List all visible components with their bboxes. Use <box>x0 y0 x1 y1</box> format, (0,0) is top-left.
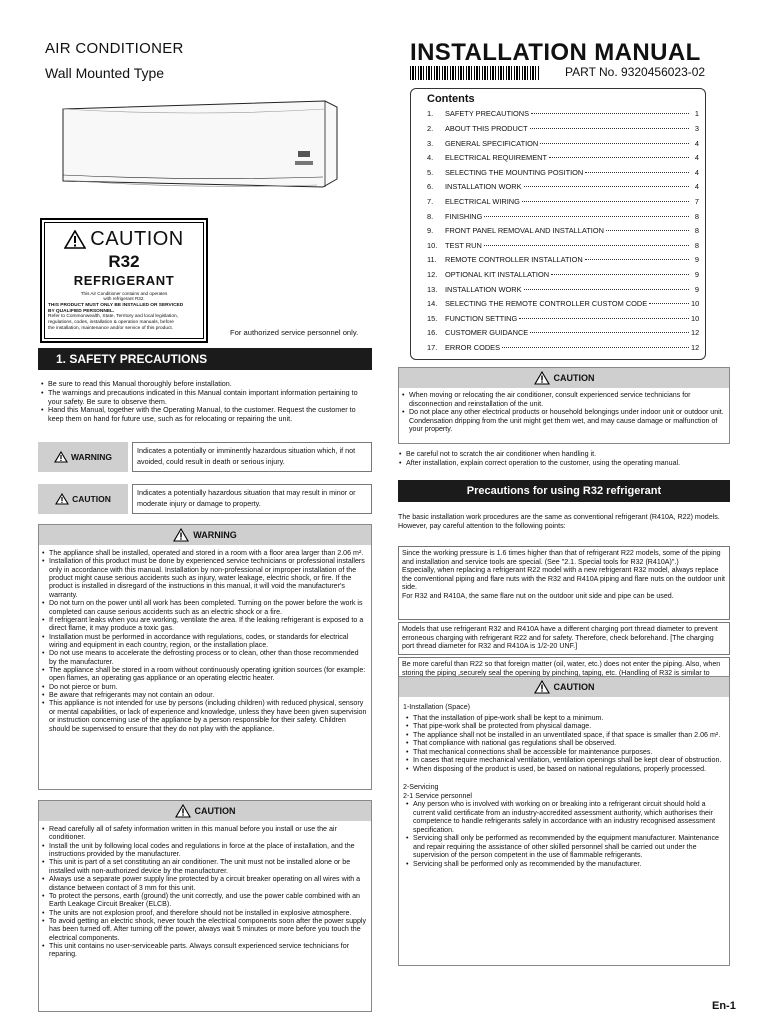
contents-item-number: 6. <box>427 182 434 192</box>
warning-triangle-icon <box>534 371 550 385</box>
r32-section-title: Precautions for using R32 refrigerant <box>466 485 662 497</box>
caution-list <box>39 821 371 959</box>
list-item: • After installation, explain correct operation to the customer, using the operating manual. <box>398 459 730 468</box>
label-line: This Air Conditioner contains and operates <box>80 290 168 296</box>
r32-note-box <box>398 546 730 620</box>
contents-leader-dots <box>540 143 689 144</box>
contents-item[interactable] <box>427 343 699 358</box>
contents-item-page: 10 <box>691 313 700 323</box>
contents-item-number: 8. <box>427 211 434 221</box>
caution-box-title: CAUTION <box>553 681 595 692</box>
refrigerant-heading: REFRIGERANT <box>73 273 175 289</box>
r32-note-text: Especially, when replacing a refrigerant R22 model with a new refrigerant R32 model, always replace the conventional piping and flare nuts with the R32 and R410A piping and flare nuts on the outdoor unit side. <box>402 566 725 591</box>
list-item: • Any person who is involved with working on or breaking into a refrigerant circuit should hold a current valid certificate from an industry-accredited assessment authority, which authorises their competence to handle refrigerants safely in accordance with an industry recognised assessment specification. <box>405 800 725 834</box>
contents-item-title: SELECTING THE MOUNTING POSITION <box>445 167 584 177</box>
product-type: Wall Mounted Type <box>45 65 165 81</box>
warning-box <box>38 524 372 790</box>
list-item: • Do not pierce or burn. <box>41 683 367 691</box>
list-item: • The warnings and precautions indicated in this Manual contain important information pertaining to your safety. Be sure to observe them. <box>40 389 368 407</box>
warning-triangle-icon <box>173 528 189 542</box>
contents-list <box>427 109 699 357</box>
contents-leader-dots <box>524 289 689 290</box>
list-item: • In cases that require mechanical ventilation, ventilation openings shall be kept clear of obstruction. <box>405 756 725 765</box>
contents-item-number: 17. <box>427 342 438 352</box>
r32-note-text: Since the working pressure is 1.6 times higher than that of refrigerant R22 models, some of the piping and installation and service tools are special. (See "2.1. Special tools for R32 (R410A)".) <box>402 549 721 566</box>
caution-legend <box>38 484 372 514</box>
contents-item-page: 8 <box>694 226 699 236</box>
contents-leader-dots <box>519 318 689 319</box>
contents-item-number: 15. <box>427 313 438 323</box>
list-item: • Be sure to read this Manual thoroughly before installation. <box>40 380 368 389</box>
installation-space-list <box>403 714 725 774</box>
warning-box-title: WARNING <box>193 529 237 540</box>
manual-title: INSTALLATION MANUAL <box>410 39 701 66</box>
barcode <box>410 66 540 80</box>
caution-label: CAUTION <box>72 493 111 504</box>
contents-item-number: 11. <box>427 255 437 265</box>
list-item: • Installation must be performed in accordance with regulations, codes, or standards for electrical wiring and equipment in each country, region, or the installation place. <box>41 633 367 650</box>
contents-item-number: 14. <box>427 299 438 309</box>
list-item: • When disposing of the product is used, be based on national regulations, properly processed. <box>405 765 725 774</box>
r32-intro-text: The basic installation work procedures are the same as conventional refrigerant (R410A, R22) models. <box>398 513 720 521</box>
contents-item[interactable] <box>427 212 699 227</box>
contents-item-number: 2. <box>427 124 434 133</box>
contents-item-number: 5. <box>427 167 434 177</box>
contents-leader-dots <box>551 274 689 275</box>
r32-intro <box>398 513 730 530</box>
contents-item-title: CUSTOMER GUIDANCE <box>445 328 529 338</box>
list-item: • When moving or relocating the air conditioner, consult experienced service technicians for disconnection and reinstallation of the unit. <box>401 391 725 408</box>
caution-box-r32 <box>398 676 730 966</box>
list-item: • Hand this Manual, together with the Operating Manual, to the customer. Request the customer to keep them on hand for future use, such as for relocating or repairing the unit. <box>40 406 368 424</box>
service-personnel-list <box>403 800 725 868</box>
contents-item-page: 9 <box>694 269 699 279</box>
label-line: Refer to Commonwealth, State, Territory and local legislation, <box>48 314 179 320</box>
contents-leader-dots <box>585 172 689 173</box>
authorized-note: For authorized service personnel only. <box>230 328 359 337</box>
section-title: 1. SAFETY PRECAUTIONS <box>56 352 208 366</box>
contents-item[interactable] <box>427 197 699 212</box>
r32-note-box <box>398 622 730 655</box>
contents-item[interactable] <box>427 255 699 270</box>
after-list <box>398 450 730 468</box>
contents-leader-dots <box>530 332 689 333</box>
list-item: • Do not turn on the power until all work has been completed. Turning on the power before the work is completed can cause serious accidents such as an electric shock or a fire. <box>41 599 367 616</box>
list-item: • Always use a separate power supply line protected by a circuit breaker operating on all wires with a distance between contact of 3 mm for this unit. <box>41 875 367 892</box>
warning-description: Indicates a potentially or imminently hazardous situation which, if not avoided, could result in death or serious injury. <box>132 442 372 472</box>
contents-leader-dots <box>530 128 689 129</box>
r32-note-text: For R32 and R410A, the same flare nut on the outdoor unit side and pipe can be used. <box>402 591 674 600</box>
list-item: • This unit is part of a set constituting an air conditioner. The unit must not be installed alone or be installed with non-authorized device by the manufacturer. <box>41 858 367 875</box>
contents-item[interactable] <box>427 285 699 300</box>
contents-item-title: FUNCTION SETTING <box>445 313 518 323</box>
contents-item-page: 9 <box>694 284 699 294</box>
contents-leader-dots <box>649 303 689 304</box>
list-item: • That the installation of pipe-work shall be kept to a minimum. <box>405 714 725 723</box>
air-conditioner-image <box>55 95 340 195</box>
list-item: • Installation of this product must be done by experienced service technicians or professional installers only in accordance with this manual. Installation by non-professional or improper installation of the product might cause serious accidents such as injury, water leakage, electric shock, or fire. If the product is installed in disregard of the instructions in this manual, it will void the manufacturer's warranty. <box>41 557 367 599</box>
contents-item[interactable] <box>427 124 699 139</box>
contents-item-title: GENERAL SPECIFICATION <box>445 138 539 148</box>
contents-item-page: 1 <box>694 109 699 119</box>
contents-leader-dots <box>606 230 689 231</box>
contents-item-title: SAFETY PRECAUTIONS <box>445 109 530 119</box>
contents-leader-dots <box>531 113 689 114</box>
list-item: • Be careful not to scratch the air conditioner when handling it. <box>398 450 730 459</box>
label-line: the installation, maintenance and/or service of this product. <box>48 325 174 331</box>
list-item: • Install the unit by following local codes and regulations in force at the place of installation, and the instructions provided by the manufacturer. <box>41 842 367 859</box>
caution-box-left <box>38 800 372 1012</box>
list-item: • To avoid getting an electric shock, never touch the electrical components soon after the power supply has been turned off. After turning off the power, always wait 5 minutes or more before you touch the electrical components. <box>41 917 367 942</box>
caution-box-right <box>398 367 730 444</box>
list-item: • Servicing shall only be performed as recommended by the equipment manufacturer. Maintenance and repair requiring the assistance of other skilled personnel shall be carried out under the supervision of the person competent in the use of flammable refrigerants. <box>405 834 725 860</box>
r32-intro-text: However, pay careful attention to the following points: <box>398 521 566 530</box>
contents-item-title: ELECTRICAL WIRING <box>445 196 520 206</box>
contents-item-title: TEST RUN <box>445 240 482 250</box>
list-item: • Read carefully all of safety information written in this manual before you install or use the air conditioner. <box>41 825 367 842</box>
list-item: • The appliance shall not be installed in an unventilated space, if that space is smaller than 2.06 m². <box>405 731 725 740</box>
label-line: BY QUALIFIED PERSONNEL. <box>48 308 115 314</box>
caution-box-title: CAUTION <box>194 805 236 816</box>
contents-item[interactable] <box>427 314 699 329</box>
contents-item-page: 7 <box>694 196 699 206</box>
contents-leader-dots <box>585 259 689 260</box>
warning-triangle-icon <box>64 230 86 249</box>
contents-item-title: OPTIONAL KIT INSTALLATION <box>445 269 550 279</box>
contents-item-page: 12 <box>691 342 700 352</box>
section-heading <box>38 348 372 370</box>
intro-list <box>40 380 368 424</box>
subheading: 2-1 Service personnel <box>403 791 473 800</box>
product-name: AIR CONDITIONER <box>45 40 184 57</box>
contents-item[interactable] <box>427 328 699 343</box>
contents-item-title: FINISHING <box>445 211 483 221</box>
contents-item[interactable] <box>427 241 699 256</box>
contents-item[interactable] <box>427 270 699 285</box>
contents-item-page: 4 <box>694 167 699 177</box>
r32-note-text: Models that use refrigerant R32 and R410A have a different charging port thread diameter to prevent erroneous charging with refrigerant R22 and for safety. Therefore, check beforehand. [The charging port thread diameter for R32 and R410A is 1/2-20 UNF.] <box>402 625 718 650</box>
contents-leader-dots <box>484 216 689 217</box>
contents-item[interactable] <box>427 109 699 124</box>
contents-leader-dots <box>502 347 689 348</box>
contents-item-page: 4 <box>694 138 699 148</box>
r32-note-text: Be more careful than R22 so that foreign matter (oil, water, etc.) does not enter the piping. Also, when storing the piping ,securely seal the opening by pinching, taping, etc. (Handling of R32 is similar to <box>402 660 721 677</box>
list-item: • That compliance with national gas regulations shall be observed. <box>405 739 725 748</box>
contents-leader-dots <box>524 186 689 187</box>
contents-item-title: ABOUT THIS PRODUCT <box>445 124 528 133</box>
warning-triangle-icon <box>175 804 191 818</box>
warning-legend <box>38 442 372 472</box>
contents-item-number: 12. <box>427 269 438 279</box>
contents-item-page: 4 <box>694 153 699 163</box>
contents-item-number: 4. <box>427 153 434 163</box>
label-line: regulations, codes, installation & operation manuals, before <box>48 320 174 326</box>
contents-item-number: 3. <box>427 138 434 148</box>
list-item: • To protect the persons, earth (ground) the unit correctly, and use the power cable combined with an Earth Leakage Circuit Breaker (ELCB). <box>41 892 367 909</box>
contents-item-title: FRONT PANEL REMOVAL AND INSTALLATION <box>445 226 604 236</box>
list-item: • Do not use means to accelerate the defrosting process or to clean, other than those recommended by the manufacturer. <box>41 649 367 666</box>
contents-leader-dots <box>484 245 689 246</box>
contents-item[interactable] <box>427 182 699 197</box>
contents-item-number: 7. <box>427 196 434 206</box>
list-item: • Servicing shall be performed only as recommended by the manufacturer. <box>405 860 725 869</box>
r32-heading: R32 <box>108 252 140 272</box>
list-item: • That pipe-work shall be protected from physical damage. <box>405 722 725 731</box>
contents-leader-dots <box>522 201 689 202</box>
warning-triangle-icon <box>54 451 68 463</box>
contents-item[interactable] <box>427 139 699 154</box>
r32-section-heading <box>398 480 730 502</box>
list-item: • This appliance is not intended for use by persons (including children) with reduced physical, sensory or mental capabilities, or lack of experience and knowledge, unless they have been given supervision or instruction concerning use of the appliance by a person responsible for their safety. Children should be supervised to ensure that they do not play with the appliance. <box>41 699 367 732</box>
contents-leader-dots <box>549 157 689 158</box>
page-number: En-1 <box>712 1000 736 1012</box>
contents-item[interactable] <box>427 168 699 183</box>
list-item: • This unit contains no user-serviceable parts. Always consult experienced service technicians for reparing. <box>41 942 367 959</box>
caution-heading: CAUTION <box>90 228 184 250</box>
contents-item-page: 3 <box>694 124 699 133</box>
label-line: with refrigerant R32. <box>103 296 145 302</box>
contents-item-number: 1. <box>427 109 434 119</box>
contents-item-title: ERROR CODES <box>445 342 501 352</box>
contents-item-number: 13. <box>427 284 438 294</box>
contents-item-page: 8 <box>694 211 699 221</box>
list-item: • Be aware that refrigerants may not contain an odour. <box>41 691 367 699</box>
contents-item-title: INSTALLATION WORK <box>445 284 522 294</box>
contents-item-title: INSTALLATION WORK <box>445 182 522 192</box>
contents-item-title: SELECTING THE REMOTE CONTROLLER CUSTOM CODE <box>445 299 648 309</box>
contents-item[interactable] <box>427 153 699 168</box>
contents-item-page: 8 <box>694 240 699 250</box>
warning-triangle-icon <box>534 680 550 694</box>
contents-item-title: ELECTRICAL REQUIREMENT <box>445 153 547 163</box>
warning-triangle-icon <box>55 493 69 505</box>
contents-item-page: 4 <box>694 182 699 192</box>
caution-list <box>399 388 729 434</box>
contents-item[interactable] <box>427 226 699 241</box>
part-number: PART No. 9320456023-02 <box>565 65 706 79</box>
label-line: THIS PRODUCT MUST ONLY BE INSTALLED OR SERVICED <box>48 302 184 308</box>
list-item: • The appliance shall be installed, operated and stored in a room with a floor area larger than 2.06 m². <box>41 549 367 557</box>
warning-list <box>39 545 371 733</box>
contents-item-page: 9 <box>694 255 699 265</box>
list-item: • The appliance shall be stored in a room without continuously operating ignition sources (for example: open flames, an operating gas appliance or an operating electric heater. <box>41 666 367 683</box>
list-item: • Do not place any other electrical products or household belongings under indoor unit or outdoor unit. Condensation dripping from the unit might get them wet, and may cause damage or malfunction of your property. <box>401 408 725 434</box>
caution-description: Indicates a potentially hazardous situation that may result in minor or moderate injury or damage to property. <box>132 484 372 514</box>
caution-box-title: CAUTION <box>553 372 595 383</box>
contents-box <box>410 88 706 360</box>
r32-caution-label <box>40 218 208 343</box>
subheading: 1-Installation (Space) <box>403 703 471 711</box>
contents-item-title: REMOTE CONTROLLER INSTALLATION <box>445 255 583 265</box>
contents-item-page: 12 <box>691 328 700 338</box>
list-item: • That mechanical connections shall be accessible for maintenance purposes. <box>405 748 725 757</box>
list-item: • If refrigerant leaks when you are working, ventilate the area. If the leaking refrigerant is exposed to a direct flame, it may produce a toxic gas. <box>41 616 367 633</box>
contents-item-number: 16. <box>427 328 438 338</box>
contents-item[interactable] <box>427 299 699 314</box>
warning-label: WARNING <box>70 451 113 462</box>
contents-item-number: 10. <box>427 240 438 250</box>
contents-item-page: 10 <box>691 299 700 309</box>
subheading: 2-Servicing <box>403 783 439 791</box>
contents-title: Contents <box>427 93 475 105</box>
contents-item-number: 9. <box>427 226 434 236</box>
list-item: • The units are not explosion proof, and therefore should not be installed in explosive atmosphere. <box>41 909 367 917</box>
